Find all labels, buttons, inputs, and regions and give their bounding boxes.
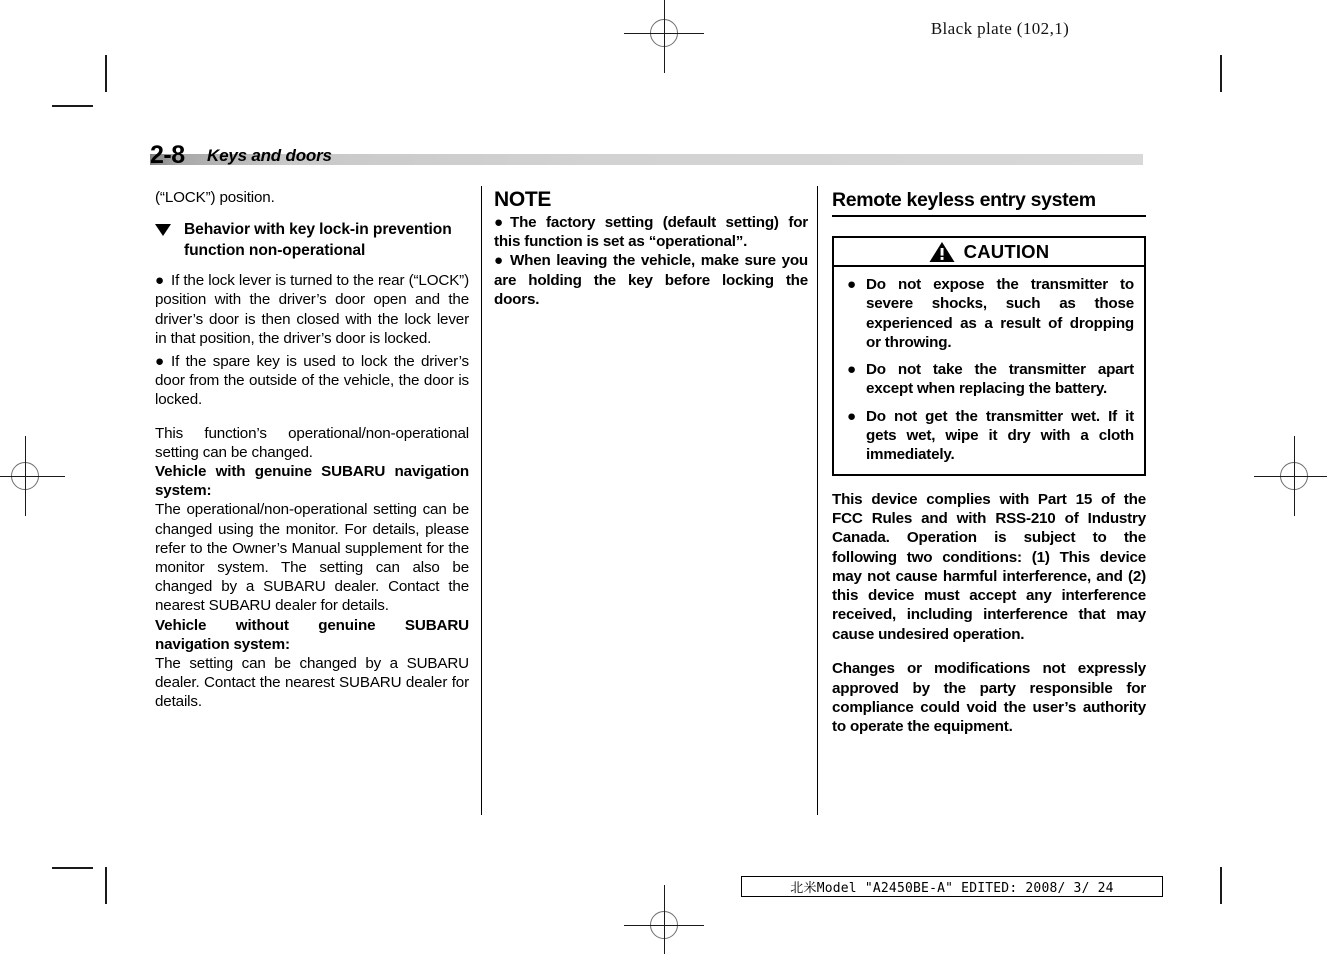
column-divider-left <box>481 186 482 815</box>
crop-mark-top-right-vertical <box>1220 55 1222 92</box>
caution-list-item <box>844 407 1134 465</box>
bullet-icon: ● <box>155 272 165 290</box>
caution-box <box>832 236 1146 476</box>
list-item-text: If the spare key is used to lock the driver’s door from the outside of the vehicle, the door is locked. <box>155 353 469 409</box>
triangle-marker-icon <box>155 224 171 236</box>
registration-vertical-line <box>664 885 665 954</box>
compliance-paragraph-modifications: Changes or modifications not expressly approved by the party responsible for compliance could void the user’s authority to operate the equipment. <box>832 660 1146 736</box>
caution-list-item <box>844 360 1134 399</box>
section-heading-remote-keyless-entry: Remote keyless entry system <box>832 188 1146 217</box>
page-number: 2-8 <box>150 141 185 169</box>
crop-mark-bottom-left-vertical <box>105 867 107 904</box>
registration-vertical-line <box>1294 436 1295 516</box>
intro-paragraph: This function’s operational/non-operational setting can be changed. <box>155 424 469 461</box>
list-item <box>155 271 469 348</box>
footer-edition-box <box>741 876 1163 897</box>
registration-horizontal-line <box>1254 476 1327 477</box>
note-list-item-text: When leaving the vehicle, make sure you are holding the key before locking the doors. <box>494 252 808 308</box>
caution-list-item-text: Do not take the transmitter apart except when replacing the battery. <box>866 361 1134 398</box>
caution-list-item-text: Do not get the transmitter wet. If it gets wet, wipe it dry with a cloth immediately. <box>866 407 1134 464</box>
crop-mark-bottom-left-horizontal <box>52 867 93 869</box>
continued-text: (“LOCK”) position. <box>155 189 275 206</box>
crop-mark-top-left-horizontal <box>52 105 93 107</box>
note-list-item-text: The factory setting (default setting) for this function is set as “operational”. <box>494 214 808 251</box>
left-column <box>155 188 469 712</box>
warning-triangle-icon <box>929 241 955 263</box>
list-item <box>155 352 469 410</box>
section-subheading-lockin <box>155 220 469 261</box>
footer-edition-text: 北米Model "A2450BE-A" EDITED: 2008/ 3/ 24 <box>790 881 1114 896</box>
right-column <box>832 188 1146 752</box>
column-divider-right <box>817 186 818 815</box>
subheading-without-navigation: Vehicle without genuine SUBARU navigation system: <box>155 616 469 653</box>
note-title: NOTE <box>494 188 552 211</box>
note-list-item <box>494 213 808 251</box>
middle-column <box>494 188 808 309</box>
registration-vertical-line <box>25 436 26 516</box>
bullet-icon: ● <box>494 214 503 231</box>
black-plate-label: Black plate (102,1) <box>930 19 1070 38</box>
caution-list-item-text: Do not expose the transmitter to severe shocks, such as those experienced as a result of dropping or throwing. <box>866 276 1134 351</box>
registration-vertical-line <box>664 0 665 73</box>
chapter-header <box>150 140 1143 170</box>
bullet-icon: ● <box>494 252 503 270</box>
chapter-title: Keys and doors <box>207 146 332 165</box>
compliance-paragraph-fcc: This device complies with Part 15 of the FCC Rules and with RSS-210 of Industry Canada. Operation is subject to the following two conditions: (1) This device may not cause harmful interference, and (2) this device must accept any interference received, including interference that may cause undesired operation. <box>832 490 1146 643</box>
caution-label: CAUTION <box>963 240 1050 262</box>
caution-list-item <box>844 275 1134 352</box>
crop-mark-bottom-right-vertical <box>1220 867 1222 904</box>
paragraph-with-navigation: The operational/non-operational setting can be changed using the monitor. For details, please refer to the Owner’s Manual supplement for the monitor system. The setting can also be changed by a SUBARU dealer. Contact the nearest SUBARU dealer for details. <box>155 501 469 615</box>
registration-horizontal-line <box>0 476 65 477</box>
bullet-icon: ● <box>847 407 856 425</box>
caution-body <box>832 267 1146 476</box>
note-list-item <box>494 251 808 309</box>
paragraph-without-navigation: The setting can be changed by a SUBARU dealer. Contact the nearest SUBARU dealer for details. <box>155 655 469 711</box>
subheading-with-navigation: Vehicle with genuine SUBARU navigation system: <box>155 463 469 500</box>
caution-header <box>832 236 1146 267</box>
crop-mark-top-left-vertical <box>105 55 107 92</box>
list-item-text: If the lock lever is turned to the rear (“LOCK”) position with the driver’s door open and the driver’s door is then closed with the lock lever in that position, the driver’s door is locked. <box>155 272 469 347</box>
bullet-icon: ● <box>155 353 165 371</box>
bullet-icon: ● <box>847 361 856 379</box>
section-subheading-label: Behavior with key lock-in prevention function non-operational <box>184 221 452 259</box>
bullet-icon: ● <box>847 276 856 293</box>
